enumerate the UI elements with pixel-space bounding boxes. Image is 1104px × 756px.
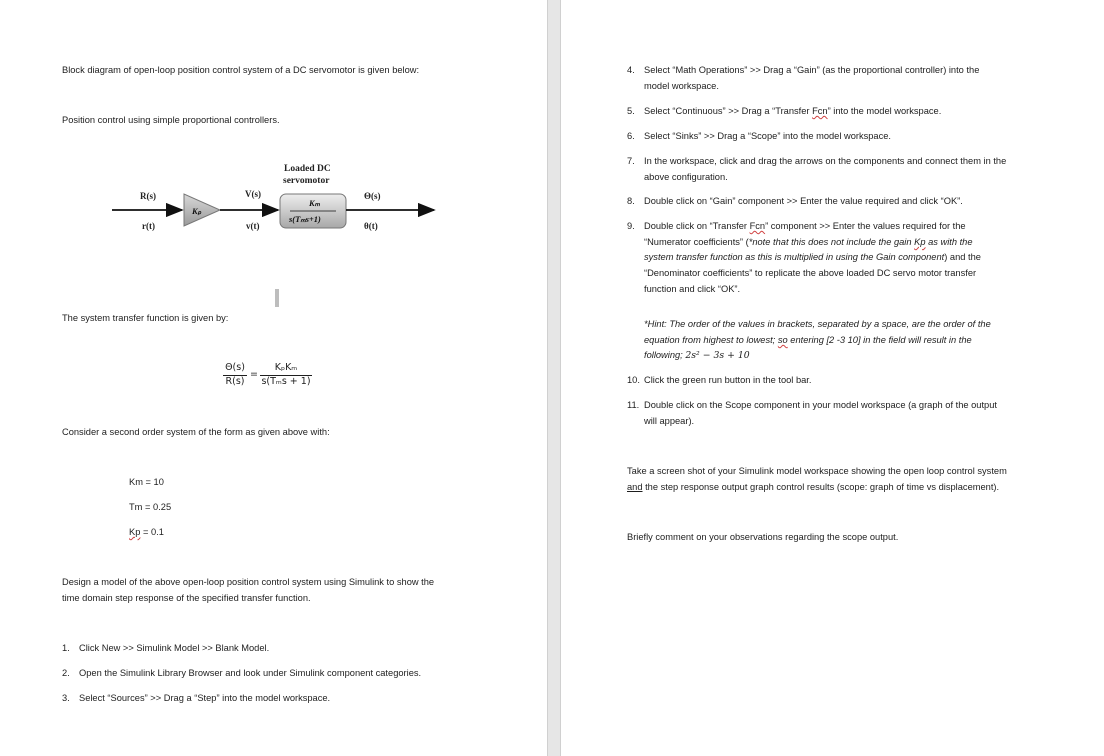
eq-equals: =: [250, 369, 258, 380]
block-title-line1: Loaded DC: [284, 164, 331, 174]
step-9-l2c: as with the: [925, 237, 973, 247]
subheading-text: Position control using simple proportional controllers.: [62, 115, 280, 125]
step-4-line-2: model workspace.: [644, 81, 719, 91]
param-tm: Tm = 0.25: [129, 502, 172, 512]
step-1-number: 1.: [62, 643, 70, 653]
step-11-line-2: will appear).: [644, 416, 695, 426]
step-9-l2b: *note that this does not include the gain: [748, 237, 915, 247]
step-9-line-1: [644, 219, 966, 235]
step-5-number: 5.: [627, 106, 635, 116]
step-9-l3b: ) and the: [944, 252, 981, 262]
step-9-line-4: “Denominator coefficients” to replicate the above loaded DC servo motor transfer: [644, 268, 977, 278]
tf-label-text: The system transfer function is given by:: [62, 313, 229, 323]
text-cursor: [275, 289, 279, 307]
param-kp-value: = 0.1: [140, 527, 164, 537]
task-and: and: [627, 482, 643, 492]
step-9-line-5: function and click “OK”.: [644, 284, 741, 294]
gain-label: Kₚ: [192, 206, 202, 216]
comment-text: Briefly comment on your observations regarding the scope output.: [627, 532, 899, 542]
step-8-text: Double click on “Gain” component >> Enter the value required and click “OK”.: [644, 196, 963, 206]
step-3-text: Select “Sources” >> Drag a “Step” into the model workspace.: [79, 693, 331, 703]
step-9-line-3: [644, 250, 981, 266]
page-gutter: [547, 0, 561, 756]
output-s-label: Θ(s): [364, 191, 381, 201]
task-line-1: Take a screen shot of your Simulink model workspace showing the open loop control system: [627, 466, 1007, 476]
hint-l2a: equation from highest to lowest;: [644, 335, 778, 345]
param-km: Km = 10: [129, 477, 164, 487]
step-9-l1a: Double click on “Transfer: [644, 221, 750, 231]
block-diagram: [100, 150, 460, 250]
eq-lhs-denominator: R(s): [225, 376, 245, 387]
step-11-number: 11.: [627, 400, 640, 410]
step-5-text-a: Select “Continuous” >> Drag a “Transfer: [644, 106, 813, 116]
tf-denominator-label: s(Tₘs+1): [289, 214, 321, 224]
step-10-text: Click the green run button in the tool bar.: [644, 375, 812, 385]
task-line-2-rest: the step response output graph control results (scope: graph of time vs displacement).: [642, 482, 1000, 492]
eq-rhs-numerator: KₚKₘ: [274, 362, 298, 373]
step-9-line-2: [644, 235, 973, 251]
step-9-kp: Kp: [914, 237, 926, 247]
design-line-2: time domain step response of the specified transfer function.: [62, 593, 311, 603]
voltage-s-label: V(s): [245, 189, 261, 199]
consider-text: Consider a second order system of the form as given above with:: [62, 427, 330, 437]
step-6-number: 6.: [627, 131, 635, 141]
step-9-fcn: Fcn: [749, 221, 766, 231]
step-9-number: 9.: [627, 221, 635, 231]
right-page: [561, 0, 1104, 756]
step-10-number: 10.: [627, 375, 640, 385]
step-1-text: Click New >> Simulink Model >> Blank Model.: [79, 643, 270, 653]
hint-line-1: *Hint: The order of the values in brackets, separated by a space, are the order of the: [644, 319, 991, 329]
step-5-text: [644, 104, 941, 120]
step-9-l1b: ” component >> Enter the values required for the: [765, 221, 966, 231]
step-7-line-1: In the workspace, click and drag the arrows on the components and connect them in the: [644, 156, 1007, 166]
step-2-number: 2.: [62, 668, 70, 678]
step-6-text: Select “Sinks” >> Drag a “Scope” into the model workspace.: [644, 131, 891, 141]
input-t-label: r(t): [142, 221, 155, 231]
hint-equation: 2s² − 3s + 10: [685, 350, 750, 361]
eq-rhs-denominator: s(Tₘs + 1): [261, 376, 311, 387]
design-line-1: Design a model of the above open-loop position control system using Simulink to show the: [62, 577, 435, 587]
hint-l2b: entering [2 -3 10] in the field will result in the: [787, 335, 972, 345]
step-8-number: 8.: [627, 196, 635, 206]
param-kp-name: Kp: [129, 527, 141, 537]
block-title-line2: servomotor: [283, 176, 330, 186]
task-line-2: [627, 480, 999, 496]
step-4-line-1: Select “Math Operations” >> Drag a “Gain” (as the proportional controller) into the: [644, 65, 980, 75]
hint-l3a: following;: [644, 350, 686, 360]
step-7-number: 7.: [627, 156, 635, 166]
step-2-text: Open the Simulink Library Browser and look under Simulink component categories.: [79, 668, 422, 678]
left-page: [0, 0, 547, 756]
step-5-fcn: Fcn: [812, 106, 828, 116]
input-s-label: R(s): [140, 191, 156, 201]
step-7-line-2: above configuration.: [644, 172, 728, 182]
gain-triangle: [184, 194, 220, 226]
tf-numerator-label: Kₘ: [309, 198, 320, 208]
intro-text: Block diagram of open-loop position control system of a DC servomotor is given below:: [62, 65, 420, 75]
step-9-l2a: “Numerator coefficients” (: [644, 237, 749, 247]
step-3-number: 3.: [62, 693, 70, 703]
hint-line-2: [644, 333, 972, 349]
step-11-line-1: Double click on the Scope component in your model workspace (a graph of the output: [644, 400, 997, 410]
step-5-text-b: ” into the model workspace.: [827, 106, 942, 116]
step-4-number: 4.: [627, 65, 635, 75]
hint-line-3: [644, 348, 750, 364]
voltage-t-label: v(t): [246, 221, 260, 231]
output-t-label: θ(t): [364, 221, 378, 231]
param-kp: [129, 525, 164, 541]
block-diagram-svg: [100, 150, 460, 250]
hint-so: so: [777, 335, 788, 345]
eq-lhs-numerator: Θ(s): [225, 362, 245, 373]
step-9-l3: system transfer function as this is multiplied in using the Gain component: [644, 252, 945, 262]
